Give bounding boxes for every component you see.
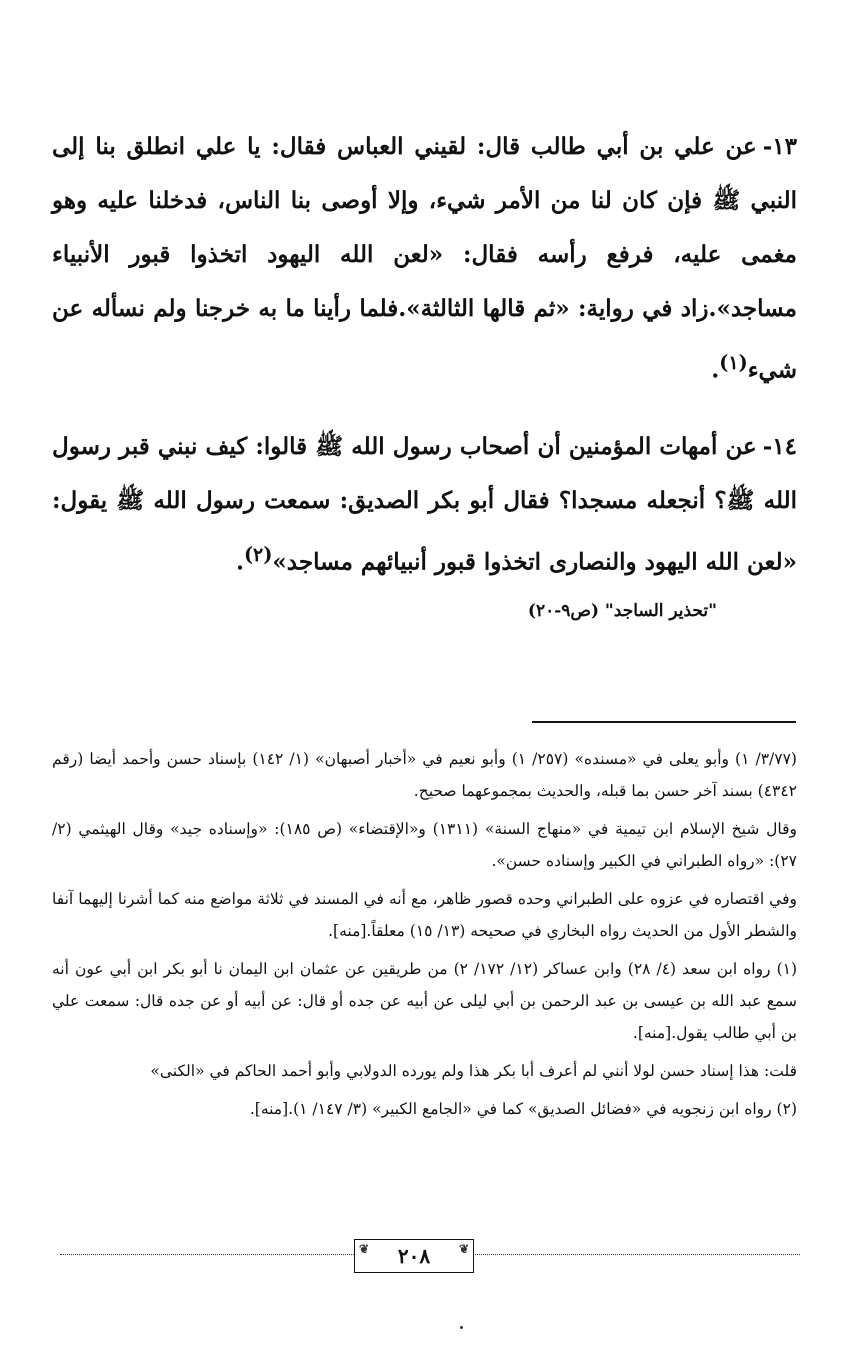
footnotes: [52, 743, 797, 1131]
hadith-13: [52, 120, 797, 398]
footnote-1-comment: قلت: هذا إسناد حسن لولا أنني لم أعرف أبا بكر هذا ولم يورده الدولابي وأبو أحمد الحاكم في «الكنى»: [150, 1062, 797, 1080]
page-number-box: [354, 1239, 474, 1273]
footnote-ref: (١): [719, 351, 748, 374]
sentence-end: .: [711, 356, 720, 384]
footnote-1: [52, 953, 797, 1049]
sentence-end: .: [235, 548, 244, 576]
hadith-text: عن علي بن أبي طالب قال: لقيني العباس فقال: يا علي انطلق بنا إلى النبي ﷺ فإن كان لنا من الأمر شيء، وإلا أوصى بنا الناس، فدخلنا عليه وهو مغمى عليه، فرفع رأسه فقال: «لعن الله اليهود اتخذوا قبور الأنبياء مساجد».زاد في رواية: «ثم قالها الثالثة».فلما رأينا ما به خرجنا ولم نسأله عن شيء: [52, 133, 798, 384]
footnote-label: (٢): [776, 1100, 797, 1118]
footnote-separator: [532, 721, 796, 723]
footnote-label: (١): [776, 960, 798, 978]
footnote-text: رواه ابن زنجويه في «فضائل الصديق» كما في «الجامع الكبير» (٣/ ١٤٧/ ١).[منه].: [249, 1100, 772, 1118]
footnote-ref: (٢): [243, 542, 273, 566]
hadith-text: عن أمهات المؤمنين أن أصحاب رسول الله ﷺ قالوا: كيف نبني قبر رسول الله ﷺ؟ أنجعله مسجدا؟ فقال أبو بكر الصديق: سمعت رسول الله ﷺ يقول: «لعن الله اليهود والنصارى اتخذوا قبور أنبيائهم مساجد»: [52, 432, 797, 576]
footnote-text: رواه ابن سعد (٤/ ٢٨) وابن عساكر (١٢/ ١٧٢/ ٢) من طريقين عن عثمان ابن اليمان نا أبو بكر ابن أبي عون أنه سمع عبد الله بن عيسى بن عبد الرحمن بن أبي ليلى عن أبيه عن جده أو قال: عن أبيه أو عن جده قال: سمعت علي بن أبي طالب يقول.[منه].: [52, 960, 797, 1042]
footnote-continued-3: وفي اقتصاره في عزوه على الطبراني وحده قصور ظاهر، مع أنه في المسند في ثلاثة مواضع منه كما أشرنا إليهما آنفا والشطر الأول من الحديث رواه البخاري في صحيحه (١٣/ ١٥) معلقاً.[منه].: [52, 890, 797, 940]
footnote-2: [52, 1093, 797, 1125]
hadith-number: ١٤-: [762, 432, 797, 460]
ornament-icon: ❦: [458, 1242, 469, 1256]
hadith-number: ١٣-: [762, 133, 797, 160]
page-number: ٢٠٨: [397, 1244, 431, 1268]
source-citation: "تحذير الساجد" (ص٩-٢٠): [527, 601, 717, 622]
footnote-continued-2: وقال شيخ الإسلام ابن تيمية في «منهاج السنة» (١٣١١) و«الإقتضاء» (ص ١٨٥): «وإسناده جيد» وقال الهيثمي (٢/ ٢٧): «رواه الطبراني في الكبير وإسناده حسن».: [52, 820, 797, 870]
print-speck: [460, 1326, 463, 1329]
ornament-icon: ❦: [359, 1242, 370, 1256]
hadith-14: [52, 420, 797, 590]
footnote-continued-1: (٣/٧٧/ ١) وأبو يعلى في «مسنده» (٢٥٧/ ١) وأبو نعيم في «أخبار أصبهان» (١/ ١٤٢) بإسناد حسن وأحمد أيضا (رقم ٤٣٤٢) بسند آخر حسن بما قبله، والحديث بمجموعهما صحيح.: [52, 750, 797, 800]
main-text: [52, 120, 797, 625]
